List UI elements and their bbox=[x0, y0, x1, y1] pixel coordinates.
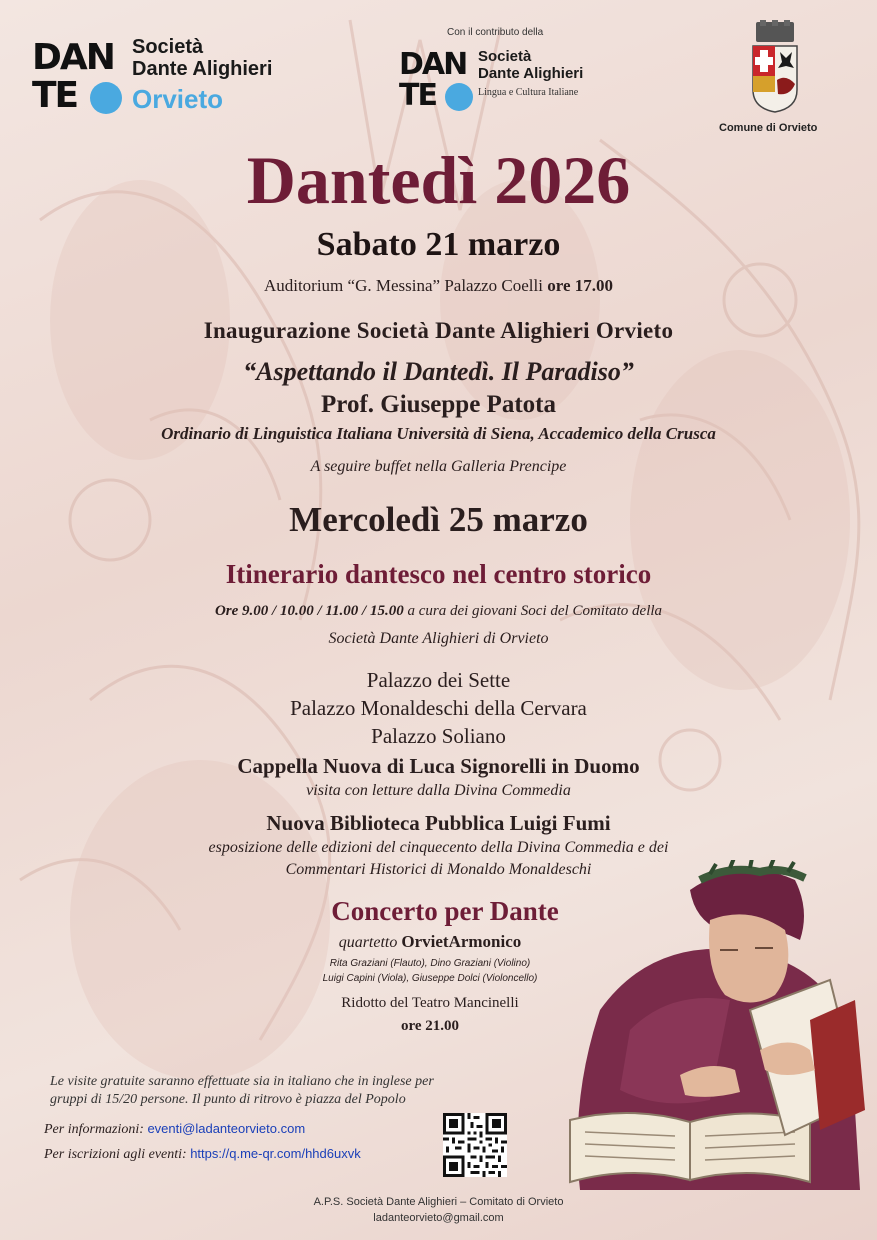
logo-center-line1: Società bbox=[478, 48, 532, 65]
event2-times-desc-2: Società Dante Alighieri di Orvieto bbox=[328, 630, 549, 647]
info-label: Per informazioni: bbox=[44, 1122, 144, 1137]
concert-venue: Ridotto del Teatro Mancinelli bbox=[341, 995, 519, 1011]
event2-cappella-desc: visita con letture dalla Divina Commedia bbox=[306, 782, 571, 799]
concert-time: ore 21.00 bbox=[400, 1018, 460, 1034]
event1-venue-line bbox=[0, 276, 877, 296]
logo-center-line3: Lingua e Cultura Italiane bbox=[478, 87, 579, 98]
event1-venue: Auditorium “G. Messina” Palazzo Coelli bbox=[263, 276, 543, 295]
dante-logo-mark: DAN TE bbox=[399, 50, 475, 114]
event2-date: Mercoledì 25 marzo bbox=[289, 500, 588, 539]
event1-buffet: A seguire buffet nella Galleria Prencipe bbox=[310, 458, 567, 475]
event2-times-line bbox=[0, 603, 877, 620]
event2-times: Ore 9.00 / 10.00 / 11.00 / 15.00 bbox=[214, 603, 404, 619]
logo-left-line2: Dante Alighieri bbox=[132, 58, 273, 80]
logo-left-line1: Società bbox=[132, 36, 204, 58]
logo-left-line3: Orvieto bbox=[132, 84, 224, 114]
logo-center-text bbox=[478, 48, 583, 82]
event1-speaker: Prof. Giuseppe Patota bbox=[321, 391, 556, 418]
register-label: Per iscrizioni agli eventi: bbox=[44, 1147, 187, 1162]
quartet-name: OrvietArmonico bbox=[401, 932, 522, 951]
contribution-label: Con il contributo della bbox=[447, 27, 544, 38]
event1-talk-title: “Aspettando il Dantedì. Il Paradiso” bbox=[243, 357, 634, 386]
dante-portrait-illustration bbox=[560, 860, 865, 1195]
footer-org-email[interactable]: ladanteorvieto@gmail.com bbox=[373, 1212, 504, 1224]
visits-info bbox=[50, 1073, 434, 1109]
register-url-link[interactable]: https://q.me-qr.com/hhd6uxvk bbox=[190, 1146, 361, 1161]
event1-speaker-role: Ordinario di Linguistica Italiana Università di Siena, Accademico della Crusca bbox=[161, 424, 716, 443]
page-title: Dantedì 2026 bbox=[246, 142, 631, 218]
logo-left-text bbox=[132, 36, 272, 80]
logo-center-line2: Dante Alighieri bbox=[478, 65, 584, 82]
coat-of-arms-icon bbox=[750, 20, 800, 114]
event1-inauguration: Inaugurazione Società Dante Alighieri Orvieto bbox=[203, 318, 674, 343]
event2-cappella: Cappella Nuova di Luca Signorelli in Duomo bbox=[237, 754, 640, 778]
event2-biblioteca-desc-2: Commentari Historici di Monaldo Monaldeschi bbox=[285, 861, 592, 878]
comune-label: Comune di Orvieto bbox=[719, 122, 818, 134]
event2-biblioteca-desc-1: esposizione delle edizioni del cinquecento della Divina Commedia e dei bbox=[208, 839, 669, 856]
footer-org: A.P.S. Società Dante Alighieri – Comitato di Orvieto bbox=[313, 1196, 564, 1208]
event2-places-list bbox=[0, 666, 877, 750]
quartet-label: quartetto bbox=[338, 934, 398, 951]
musicians-line1: Rita Graziani (Flauto), Dino Graziani (Violino) bbox=[329, 958, 531, 969]
qr-code-icon[interactable] bbox=[443, 1113, 507, 1177]
info-line bbox=[44, 1121, 305, 1138]
register-line bbox=[44, 1146, 361, 1163]
concert-title: Concerto per Dante bbox=[331, 896, 559, 926]
event1-date: Sabato 21 marzo bbox=[316, 226, 561, 263]
visits-line1: Le visite gratuite saranno effettuate sia in italiano che in inglese per bbox=[50, 1074, 434, 1089]
event2-biblioteca: Nuova Biblioteca Pubblica Luigi Fumi bbox=[266, 811, 611, 835]
event2-times-desc: a cura dei giovani Soci del Comitato della bbox=[407, 603, 663, 619]
list-item: Palazzo Monaldeschi della Cervara bbox=[290, 696, 587, 720]
list-item: Palazzo Soliano bbox=[371, 724, 506, 748]
dante-logo-mark: DAN TE bbox=[32, 40, 122, 118]
visits-line2: gruppi di 15/20 persone. Il punto di ritrovo è piazza del Popolo bbox=[50, 1092, 406, 1107]
musicians-line2: Luigi Capini (Viola), Giuseppe Dolci (Violoncello) bbox=[322, 973, 538, 984]
event2-itinerary-title: Itinerario dantesco nel centro storico bbox=[225, 559, 652, 589]
list-item: Palazzo dei Sette bbox=[366, 668, 511, 692]
info-email-link[interactable]: eventi@ladanteorvieto.com bbox=[147, 1121, 306, 1136]
event1-time: ore 17.00 bbox=[547, 276, 614, 295]
